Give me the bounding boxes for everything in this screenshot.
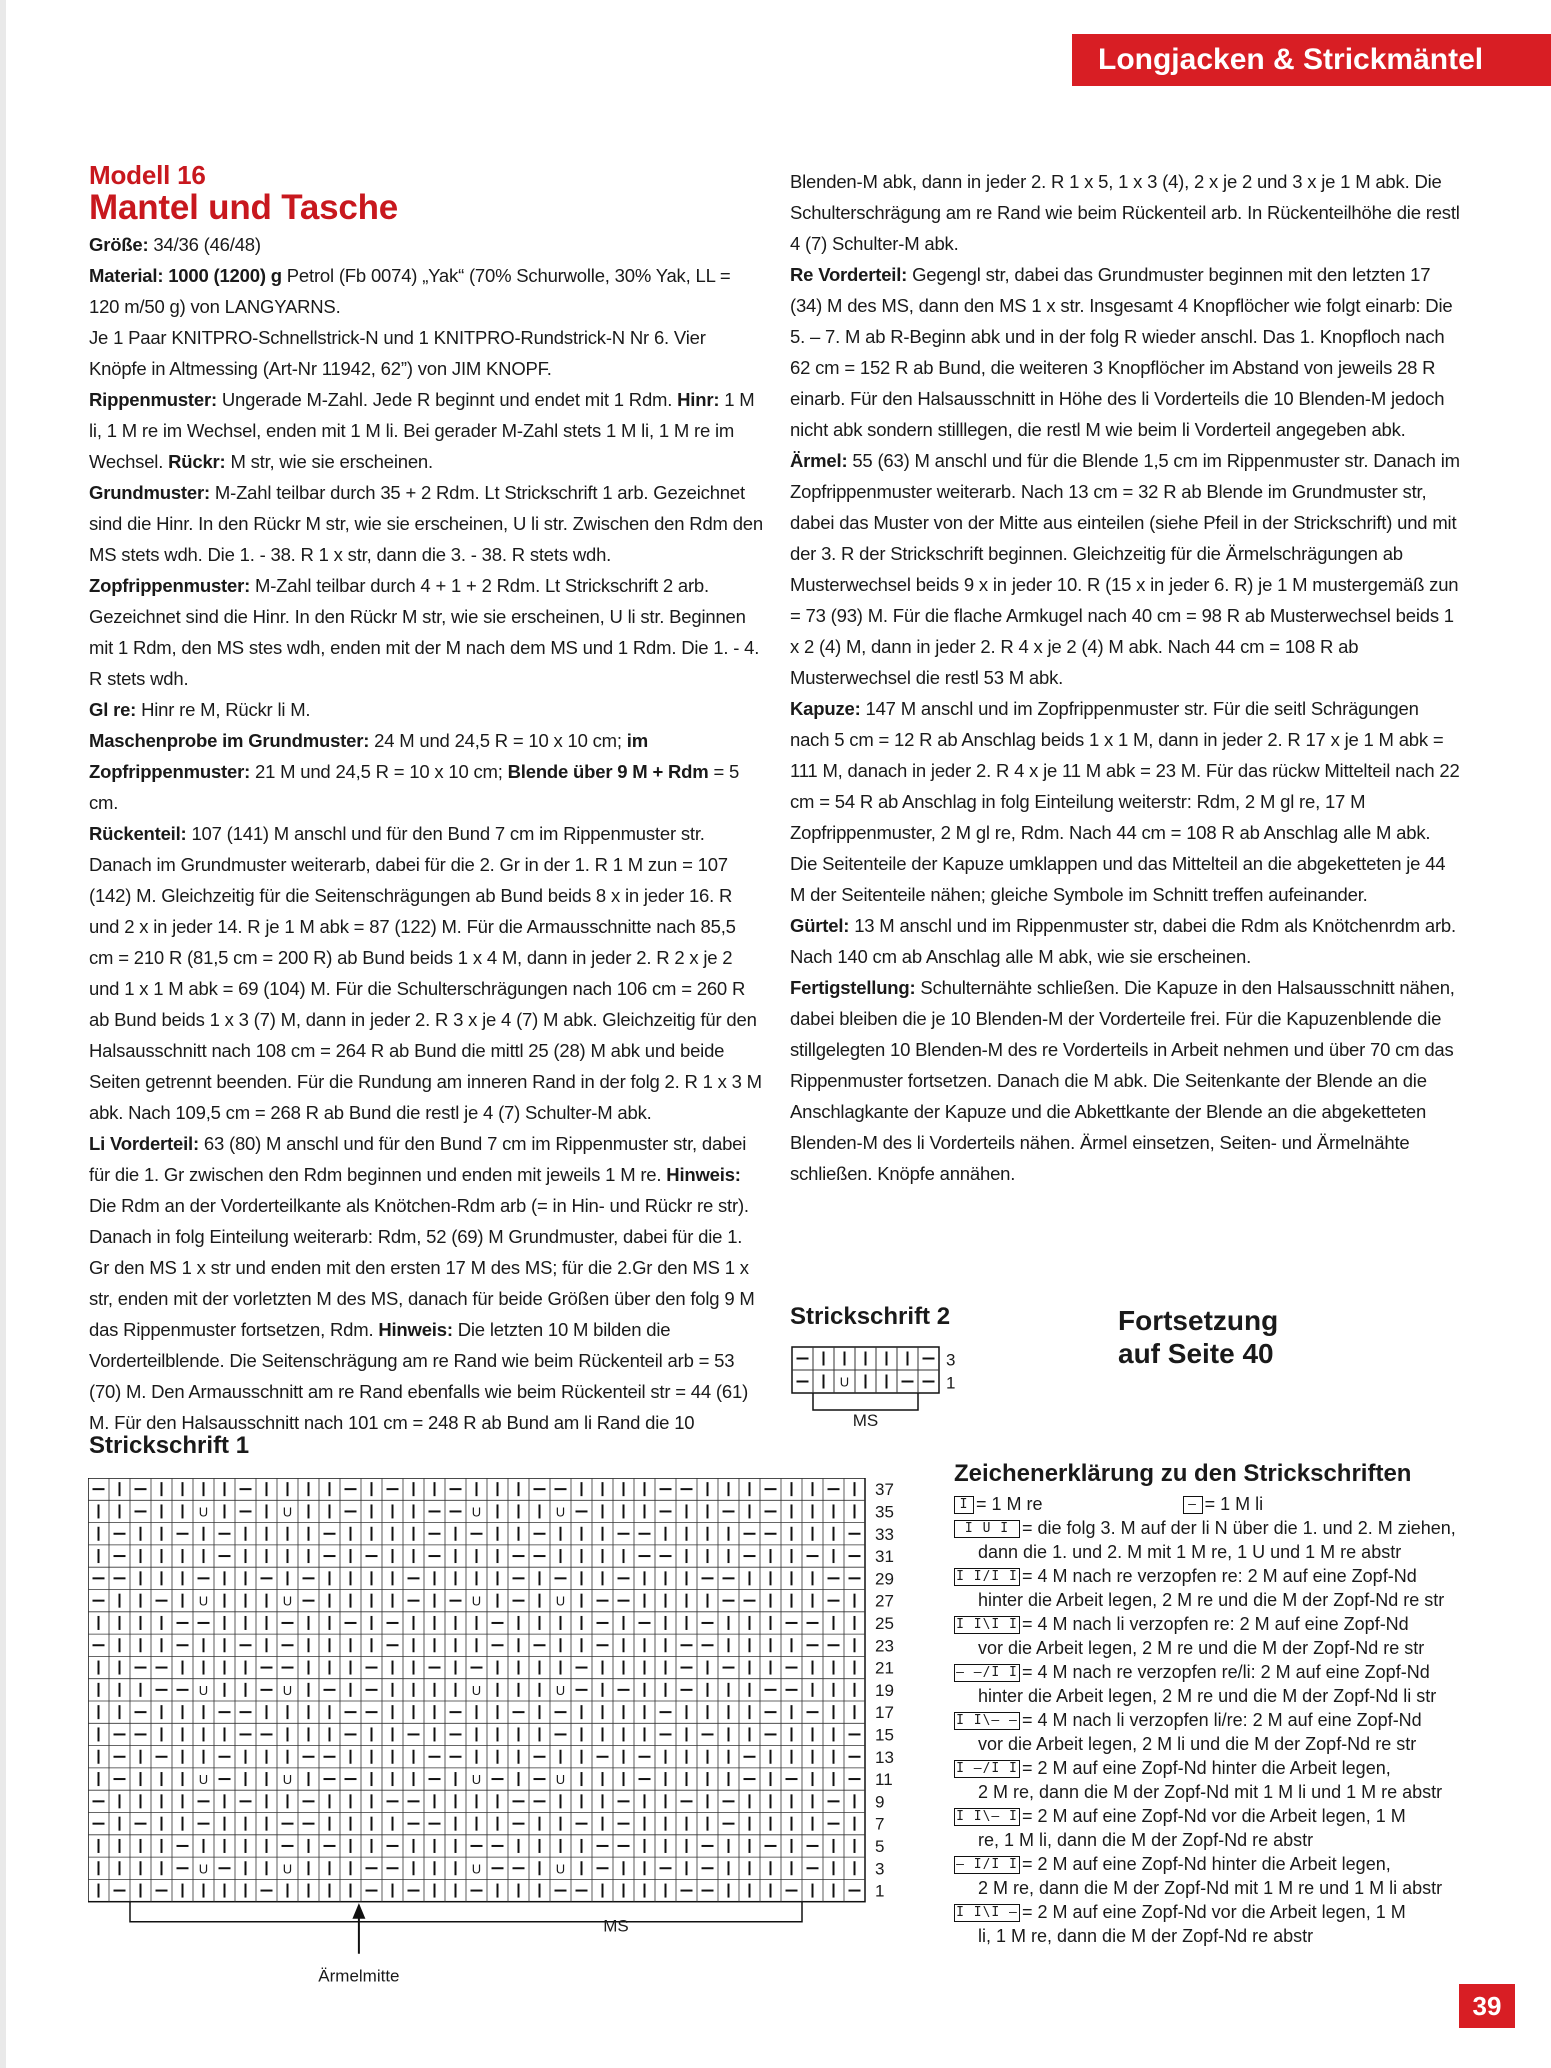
paragraph — [89, 477, 764, 570]
bold-run: Rückenteil: — [89, 823, 187, 844]
legend-text-cont: re, 1 M li, dann die M der Zopf-Nd re abstr — [978, 1830, 1314, 1850]
legend-text: = 4 M nach re verzopfen re/li: 2 M auf eine Zopf-Nd — [1022, 1662, 1430, 1682]
row-label: 21 — [875, 1658, 894, 1678]
legend-text: = 2 M auf eine Zopf-Nd vor die Arbeit legen, 1 M — [1022, 1902, 1406, 1922]
text-run: 21 M und 24,5 R = 10 x 10 cm; — [250, 761, 508, 782]
row-label: 27 — [875, 1591, 894, 1611]
legend-item — [954, 1564, 1474, 1612]
legend-text-cont: 2 M re, dann die M der Zopf-Nd mit 1 M li und 1 M re abstr — [978, 1782, 1443, 1802]
bold-run: Gürtel: — [790, 915, 850, 936]
continuation-note — [1118, 1304, 1278, 1370]
arrow-up-icon — [354, 1906, 364, 1954]
bold-run: Fertigstellung: — [790, 977, 916, 998]
cable-symbol-icon: I U I — [954, 1520, 1020, 1538]
row-label: 17 — [875, 1703, 894, 1723]
row-label: 3 — [946, 1350, 956, 1370]
text-run: Blenden-M abk, dann in jeder 2. R 1 x 5, 1 x 3 (4), 2 x je 2 und 3 x je 1 M abk. Die Schulterschrägung am re Rand wie beim Rückenteil arb. In Rückenteilhöhe die restl 4 (7) Schulter-M abk. — [790, 171, 1460, 254]
text-run: = 5 cm. — [89, 761, 740, 813]
row-label: 31 — [875, 1547, 894, 1567]
bold-run: Maschenprobe im Grundmuster: — [89, 730, 370, 751]
model-title: Mantel und Tasche — [89, 188, 399, 227]
knitting-chart-1 — [88, 1478, 925, 2002]
paragraph — [89, 322, 764, 384]
cable-symbol-icon: – I/I I — [954, 1856, 1020, 1874]
bold-run: Zopfrippenmuster: — [89, 575, 251, 596]
text-run: 24 M und 24,5 R = 10 x 10 cm; — [369, 730, 627, 751]
row-label: 19 — [875, 1680, 894, 1700]
model-number: Modell 16 — [89, 160, 206, 190]
bold-run: Kapuze: — [790, 698, 861, 719]
paragraph — [790, 166, 1462, 259]
row-label: 29 — [875, 1569, 894, 1589]
yarn-over-mark: U — [282, 1593, 293, 1609]
text-run: Schulternähte schließen. Die Kapuze in den Halsausschnitt nähen, dabei bleiben die je 10 Blenden-M der Vorderteile frei. Für die Kapuzenblende die stillgelegten 10 Blenden-M des re Vorderteils in Arbeit nehmen und über 70 cm das Rippenmuster fortsetzen. Danach die M abk. Die Seitenkante der Blende an die Anschlagkante der Kapuze und die Abkettkante der Blende an die abgeketteten Blenden-M des li Vorderteils nähen. Ärmel einsetzen, Seiten- und Ärmelnähte schließen. Knöpfe annähen. — [790, 977, 1455, 1184]
yarn-over-mark: U — [555, 1593, 566, 1609]
yarn-over-mark: U — [198, 1504, 209, 1520]
paragraph — [89, 694, 764, 725]
legend-item — [954, 1612, 1474, 1660]
right-paragraphs — [790, 166, 1462, 1189]
text-run: M-Zahl teilbar durch 4 + 1 + 2 Rdm. Lt Strickschrift 2 arb. Gezeichnet sind die Hinr. In den Rückr M str, wie sie erscheinen, U li str. Beginnen mit 1 Rdm, den MS stes wdh, enden mit der M nach dem MS und 1 Rdm. Die 1. - 4. R stets wdh. — [89, 575, 760, 689]
bold-run: Blende über 9 M + Rdm — [507, 761, 709, 782]
row-label: 1 — [875, 1881, 885, 1901]
bold-run: Größe: — [89, 234, 149, 255]
legend-text-cont: dann die 1. und 2. M mit 1 M re, 1 U und 1 M re abstr — [978, 1542, 1402, 1562]
legend-text-cont: hinter die Arbeit legen, 2 M re und die M der Zopf-Nd re str — [978, 1590, 1445, 1610]
text-run: Gegengl str, dabei das Grundmuster beginnen mit den letzten 17 (34) M des MS, dann den MS 1 x str. Insgesamt 4 Knopflöcher wie folgt einarb: Die 5. – 7. M ab R-Beginn abk und in der folg R wieder anschl. Das 1. Knopfloch nach 62 cm = 152 R ab Bund, die weiteren 3 Knopflöcher im Abstand von jeweils 28 R einarb. Für den Halsausschnitt in Höhe des li Vorderteils die 10 Blenden-M jedoch nicht abk sondern stilllegen, die restl M wie beim li Vorderteil angegeben abk. — [790, 264, 1453, 440]
legend-text: = 2 M auf eine Zopf-Nd hinter die Arbeit legen, — [1022, 1854, 1391, 1874]
bold-run: Li Vorderteil: — [89, 1133, 199, 1154]
cable-symbol-icon: I I\– – — [954, 1712, 1020, 1730]
bold-run: Hinr: — [677, 389, 720, 410]
text-run: Die letzten 10 M bilden die Vorderteilblende. Die Seitenschrägung am re Rand wie beim Rückenteil arb = 53 (70) M. Den Armausschnitt am re Rand ebenfalls wie beim Rückenteil str = 44 (61) M. Für den Halsausschnitt nach 101 cm = 248 R ab Bund am li Rand die 10 — [89, 1319, 749, 1433]
paragraph — [790, 693, 1462, 910]
row-label: 13 — [875, 1747, 894, 1767]
repeat-bracket — [813, 1393, 918, 1410]
legend-text: = die folg 3. M auf der li N über die 1. und 2. M ziehen, — [1022, 1518, 1456, 1538]
paragraph — [89, 570, 764, 694]
paragraph — [89, 1128, 764, 1438]
legend-text: = 2 M auf eine Zopf-Nd vor die Arbeit legen, 1 M — [1022, 1806, 1406, 1826]
text-run: Hinr re M, Rückr li M. — [136, 699, 311, 720]
text-run: Die Rdm an der Vorderteilkante als Knötchen-Rdm arb (= in Hin- und Rückr re str). Danach in folg Einteilung weiterarb: Rdm, 52 (69) M Grundmuster, dabei für die 1. Gr den MS 1 x str und enden mit den ersten 17 M des MS; für die 2.Gr den MS 1 x str, enden mit der vorletzten M des MS, danach für beide Größen über den folg 9 M das Rippenmuster fortsetzen, Rdm. — [89, 1195, 755, 1340]
cable-symbol-icon: I I\I I — [954, 1616, 1020, 1634]
cable-symbol-icon: I I/I I — [954, 1568, 1020, 1586]
row-label: 9 — [875, 1792, 885, 1812]
paragraph — [89, 725, 764, 818]
yarn-over-mark: U — [555, 1861, 566, 1877]
paragraph — [790, 445, 1462, 693]
legend-item — [954, 1660, 1474, 1708]
text-run: 107 (141) M anschl und für den Bund 7 cm im Rippenmuster str. Danach im Grundmuster weiterarb, dabei für die 2. Gr in der 1. R 1 M zun = 107 (142) M. Gleichzeitig für die Seitenschrägungen ab Bund beids 8 x in jeder 16. R und 2 x in jeder 14. R je 1 M abk = 87 (122) M. Für die Armausschnitte nach 85,5 cm = 210 R (81,5 cm = 200 R) ab Bund beids 1 x 4 M, dann in jeder 2. R 2 x je 2 und 1 x 1 M abk = 69 (104) M. Für die Schulterschrägungen nach 106 cm = 260 R ab Bund beids 1 x 3 (7) M, dann in jeder 2. R 3 x je 4 (7) M abk. Gleichzeitig für den Halsausschnitt nach 108 cm = 264 R ab Bund die mittl 25 (28) M abk und beide Seiten getrennt beenden. Für die Rundung am inneren Rand in der folg 2. R 1 x 3 M abk. Nach 109,5 cm = 268 R ab Bund die restl je 4 (7) Schulter-M abk. — [89, 823, 762, 1123]
paragraph — [790, 259, 1462, 445]
legend-title: Zeichenerklärung zu den Strickschriften — [954, 1460, 1412, 1487]
chart2-svg — [791, 1346, 978, 1442]
knit-symbol-icon: I — [954, 1496, 974, 1514]
section-header: Longjacken & Strickmäntel — [1072, 34, 1551, 86]
yarn-over-mark: U — [471, 1861, 482, 1877]
legend-text-cont: vor die Arbeit legen, 2 M li und die M der Zopf-Nd re str — [978, 1734, 1417, 1754]
text-run: M-Zahl teilbar durch 35 + 2 Rdm. Lt Strickschrift 1 arb. Gezeichnet sind die Hinr. In den Rückr M str, wie sie erscheinen, U li str. Zwischen den Rdm den MS stets wdh. Die 1. - 38. R 1 x str, dann die 3. - 38. R stets wdh. — [89, 482, 763, 565]
legend-item — [954, 1900, 1474, 1948]
legend-text: = 4 M nach re verzopfen re: 2 M auf eine Zopf-Nd — [1022, 1566, 1417, 1586]
text-run: Ungerade M-Zahl. Jede R beginnt und endet mit 1 Rdm. — [216, 389, 678, 410]
yarn-over-mark: U — [198, 1861, 209, 1877]
repeat-label: MS — [852, 1411, 879, 1430]
legend-item — [954, 1852, 1474, 1900]
row-label: 1 — [946, 1373, 956, 1393]
bold-run: Re Vorderteil: — [790, 264, 908, 285]
continuation-line-2: auf Seite 40 — [1118, 1338, 1274, 1369]
legend-item — [954, 1804, 1474, 1852]
yarn-over-mark: U — [555, 1682, 566, 1698]
yarn-over-mark: U — [471, 1593, 482, 1609]
text-run: 1 M li, 1 M re im Wechsel, enden mit 1 M li. Bei gerader M-Zahl stets 1 M li, 1 M re im Wechsel. — [89, 389, 755, 472]
right-column — [790, 166, 1462, 1189]
legend-text-cont: 2 M re, dann die M der Zopf-Nd mit 1 M re und 1 M li abstr — [978, 1878, 1443, 1898]
yarn-over-mark: U — [198, 1593, 209, 1609]
knitting-chart-2 — [791, 1346, 978, 1447]
yarn-over-mark: U — [471, 1772, 482, 1788]
paragraph — [89, 384, 764, 477]
cable-symbol-icon: I I\I – — [954, 1904, 1020, 1922]
legend-item — [954, 1708, 1474, 1756]
text-run: Je 1 Paar KNITPRO-Schnellstrick-N und 1 KNITPRO-Rundstrick-N Nr 6. Vier Knöpfe in Altmessing (Art-Nr 11942, 62”) von JIM KNOPF. — [89, 327, 706, 379]
text-run: 63 (80) M anschl und für den Bund 7 cm im Rippenmuster str, dabei für die 1. Gr zwischen den Rdm beginnen und enden mit jeweils 1 M re. — [89, 1133, 747, 1185]
text-run: 13 M anschl und im Rippenmuster str, dabei die Rdm als Knötchenrdm arb. Nach 140 cm ab Anschlag alle M abk, wie sie erscheinen. — [790, 915, 1456, 967]
text-run: 55 (63) M anschl und für die Blende 1,5 cm im Rippenmuster str. Danach im Zopfrippenmuster weiterarb. Nach 13 cm = 32 R ab Blende im Grundmuster str, dabei das Muster von der Mitte aus einteilen (siehe Pfeil in der Strickschrift) und mit der 3. R der Strickschrift beginnen. Gleichzeitig für die Ärmelschrägungen ab Musterwechsel beids 9 x in jeder 10. R (15 x in jeder 6. R) je 1 M mustergemäß zun = 73 (93) M. Für die flache Armkugel nach 40 cm = 98 R ab Musterwechsel beids 1 x 2 (4) M, dann in jeder 2. R 4 x je 2 (4) M abk. Nach 44 cm = 108 R ab Musterwechsel die restl 53 M abk. — [790, 450, 1460, 688]
row-label: 3 — [875, 1859, 885, 1879]
legend-text: = 4 M nach li verzopfen li/re: 2 M auf eine Zopf-Nd — [1022, 1710, 1422, 1730]
text-run: M str, wie sie erscheinen. — [225, 451, 433, 472]
paragraph — [790, 972, 1462, 1189]
row-label: 11 — [875, 1770, 893, 1790]
yarn-over-mark: U — [282, 1772, 293, 1788]
bold-run: Gl re: — [89, 699, 137, 720]
text-run: Petrol (Fb 0074) „Yak“ (70% Schurwolle, 30% Yak, LL = 120 m/50 g) von LANGYARNS. — [89, 265, 731, 317]
yarn-over-mark: U — [471, 1682, 482, 1698]
legend-text-cont: hinter die Arbeit legen, 2 M re und die M der Zopf-Nd li str — [978, 1686, 1437, 1706]
row-label: 37 — [875, 1480, 894, 1500]
legend-basic-row — [954, 1492, 1474, 1516]
bold-run: Material: 1000 (1200) g — [89, 265, 282, 286]
paragraph — [89, 260, 764, 322]
yarn-over-mark: U — [555, 1772, 566, 1788]
yarn-over-mark: U — [471, 1504, 482, 1520]
paragraph — [790, 910, 1462, 972]
cable-symbol-icon: – –/I I — [954, 1664, 1020, 1682]
chart1-title: Strickschrift 1 — [89, 1432, 250, 1459]
purl-symbol-icon: – — [1183, 1496, 1203, 1514]
repeat-label: MS — [603, 1916, 629, 1936]
symbol-legend — [954, 1462, 1474, 1948]
left-paragraphs — [89, 229, 764, 1438]
legend-items — [954, 1516, 1474, 1948]
yarn-over-mark: U — [282, 1861, 293, 1877]
legend-text: = 4 M nach li verzopfen re: 2 M auf eine Zopf-Nd — [1022, 1614, 1409, 1634]
text-run: 147 M anschl und im Zopfrippenmuster str. Für die seitl Schrägungen nach 5 cm = 12 R ab Anschlag beids 1 x 1 M, dann in jeder 2. R 17 x je 1 M abk = 111 M, danach in jeder 2. R 4 x je 11 M abk = 23 M. Für das rückw Mittelteil nach 22 cm = 54 R ab Anschlag in folg Einteilung weiterstr: Rdm, 2 M gl re, 17 M Zopfrippenmuster, 2 M gl re, Rdm. Nach 44 cm = 108 R ab Anschlag alle M abk. Die Seitenteile der Kapuze umklappen und das Mittelteil an die abgeketteten je 44 M der Seitenteile nähen; gleiche Symbole im Schnitt treffen aufeinander. — [790, 698, 1460, 905]
chart2-title: Strickschrift 2 — [790, 1303, 951, 1330]
repeat-bracket — [130, 1902, 802, 1922]
bold-run: Hinweis: — [378, 1319, 453, 1340]
row-label: 5 — [875, 1836, 885, 1856]
bold-run: Grundmuster: — [89, 482, 210, 503]
yarn-over-mark: U — [198, 1682, 209, 1698]
page-number: 39 — [1459, 1984, 1515, 2028]
left-column — [89, 1, 764, 1438]
text-run: 34/36 (46/48) — [148, 234, 261, 255]
legend-text-cont: vor die Arbeit legen, 2 M re und die M der Zopf-Nd re str — [978, 1638, 1425, 1658]
legend-text: = 2 M auf eine Zopf-Nd hinter die Arbeit legen, — [1022, 1758, 1391, 1778]
continuation-line-1: Fortsetzung — [1118, 1305, 1279, 1336]
legend-item — [954, 1756, 1474, 1804]
legend-item — [954, 1516, 1474, 1564]
page-edge — [0, 0, 6, 2068]
cable-symbol-icon: I –/I I — [954, 1760, 1020, 1778]
row-label: 25 — [875, 1613, 894, 1633]
yarn-over-mark: U — [282, 1682, 293, 1698]
paragraph — [89, 229, 764, 260]
bold-run: Rückr: — [168, 451, 226, 472]
sleeve-center-label: Ärmelmitte — [318, 1966, 400, 1986]
row-label: 15 — [875, 1725, 894, 1745]
yarn-over-mark: U — [555, 1504, 566, 1520]
paragraph — [89, 818, 764, 1128]
yarn-over-mark: U — [839, 1374, 850, 1390]
chart1-svg — [88, 1478, 925, 1997]
cable-symbol-icon: I I\– I — [954, 1808, 1020, 1826]
bold-run: im Zopfrippenmuster: — [89, 730, 648, 782]
legend-knit: = 1 M re — [976, 1494, 1043, 1514]
row-label: 35 — [875, 1502, 894, 1522]
yarn-over-mark: U — [282, 1504, 293, 1520]
legend-text-cont: li, 1 M re, dann die M der Zopf-Nd re abstr — [978, 1926, 1314, 1946]
row-label: 33 — [875, 1524, 894, 1544]
legend-purl: = 1 M li — [1204, 1494, 1264, 1514]
row-label: 7 — [875, 1814, 885, 1834]
row-label: 23 — [875, 1636, 894, 1656]
bold-run: Hinweis: — [666, 1164, 741, 1185]
bold-run: Rippenmuster: — [89, 389, 217, 410]
yarn-over-mark: U — [198, 1772, 209, 1788]
bold-run: Ärmel: — [790, 450, 848, 471]
